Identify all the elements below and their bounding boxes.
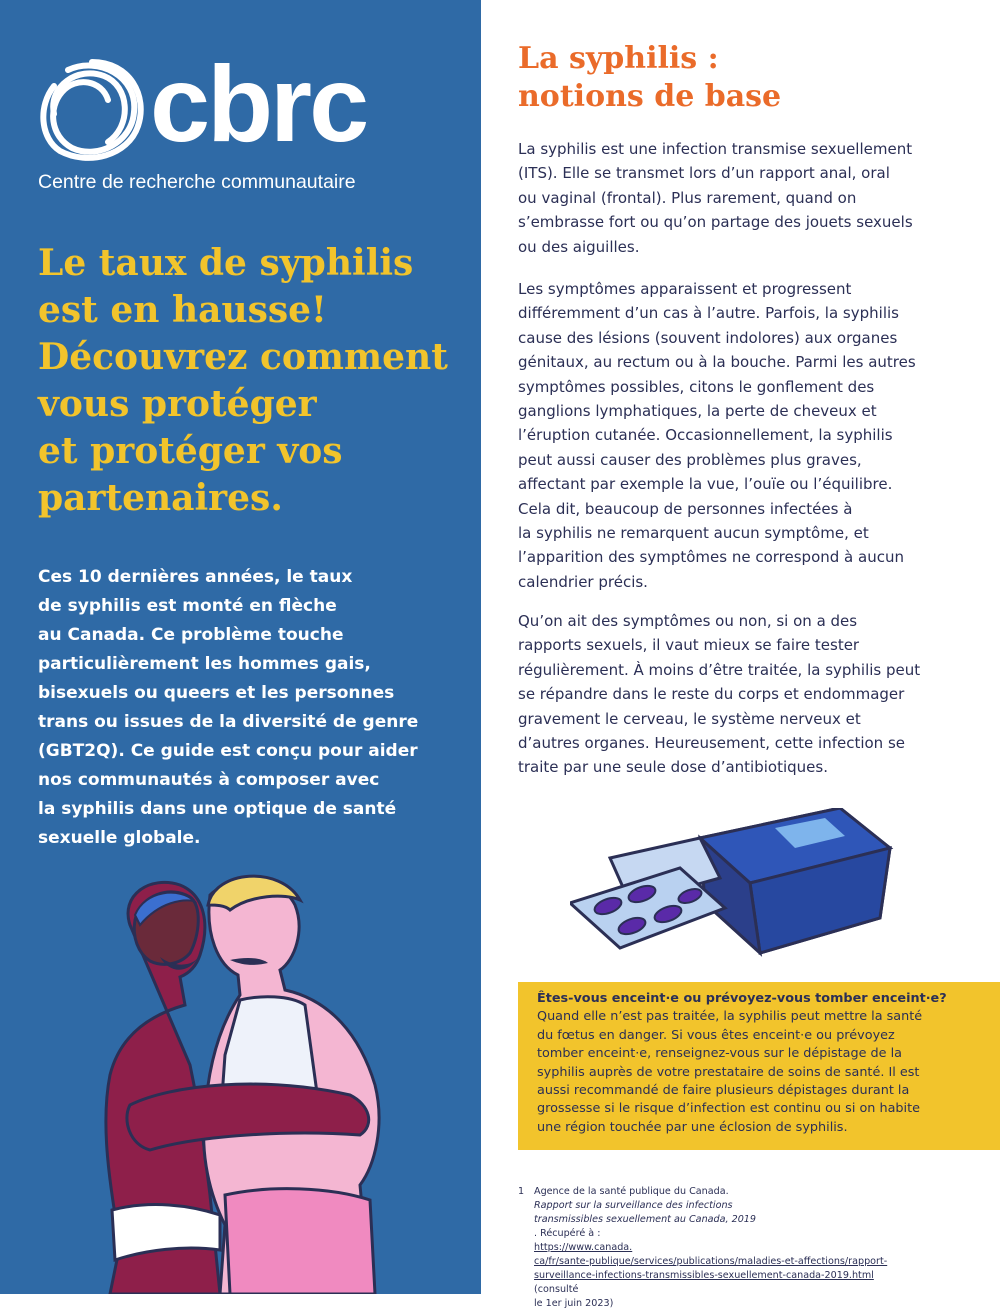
intro-line: sexuelle globale.: [38, 828, 201, 848]
paragraph-line: calendrier précis.: [518, 572, 648, 591]
paragraph-line: traite par une seule dose d’antibiotiques.: [518, 758, 828, 777]
footnote-link[interactable]: surveillance-infections-transmissibles-sexuellement-canada-2019.html: [534, 1270, 874, 1281]
headline-line: vous protéger: [38, 383, 317, 425]
headline-line: partenaires.: [38, 477, 283, 519]
intro-line: Ces 10 dernières années, le taux: [38, 567, 353, 587]
paragraph-line: Les symptômes apparaissent et progressent: [518, 280, 852, 298]
headline-line: Le taux de syphilis: [38, 242, 414, 284]
paragraph-line: (ITS). Elle se transmet lors d’un rapport anal, oral: [518, 164, 890, 183]
antibiotic-pills-illustration: [570, 808, 910, 968]
footnote-body: [534, 1185, 968, 1311]
paragraph-line: la syphilis ne remarquent aucun symptôme, et: [518, 524, 869, 543]
section-paragraph: [518, 277, 978, 594]
footnote-accessed-date: le 1er juin 2023): [534, 1298, 614, 1309]
section-title-line: notions de base: [518, 79, 782, 114]
intro-line: au Canada. Ce problème touche: [38, 625, 344, 645]
intro-line: (GBT2Q). Ce guide est conçu pour aider: [38, 741, 418, 761]
headline-line: et protéger vos: [38, 430, 343, 472]
paragraph-line: ou vaginal (frontal). Plus rarement, quand on: [518, 188, 857, 207]
paragraph-line: s’embrasse fort ou qu’on partage des jouets sexuels: [518, 213, 913, 232]
callout-line: du fœtus en danger. Si vous êtes enceint·e ou prévoyez: [537, 1027, 895, 1043]
footnote-number: 1: [518, 1186, 525, 1197]
intro-line: particulièrement les hommes gais,: [38, 654, 371, 674]
embracing-couple-illustration: [90, 865, 410, 1294]
paragraph-line: génitaux, au rectum ou à la bouche. Parmi les autres: [518, 353, 916, 372]
paragraph-line: ganglions lymphatiques, la perte de cheveux et: [518, 402, 877, 421]
headline-line: est en hausse!: [38, 289, 327, 331]
paragraph-line: ou des aiguilles.: [518, 237, 640, 256]
logo-mark-icon: [38, 56, 150, 168]
footnote-text: . Récupéré à :: [534, 1228, 601, 1239]
footnote-report-title: transmissibles sexuellement au Canada, 2019: [534, 1214, 757, 1225]
paragraph-line: symptômes possibles, citons le gonflement des: [518, 377, 875, 396]
callout-line: aussi recommandé de faire plusieurs dépistages durant la: [537, 1083, 910, 1099]
footnote-report-title: Rapport sur la surveillance des infections: [534, 1200, 733, 1211]
paragraph-line: Qu’on ait des symptômes ou non, si on a des: [518, 612, 858, 630]
paragraph-line: régulièrement. À moins d’être traitée, la syphilis peut: [518, 660, 921, 679]
left-panel: [0, 0, 481, 1294]
headline-line: Découvrez comment: [38, 336, 448, 378]
paragraph-line: d’autres organes. Heureusement, cette infection se: [518, 734, 906, 753]
footnote-line: [534, 1269, 968, 1297]
paragraph-line: peut aussi causer des problèmes plus graves,: [518, 450, 862, 469]
callout-line: grossesse si le risque d’infection est continu ou si on habite: [537, 1101, 921, 1117]
intro-paragraph: [38, 563, 468, 853]
callout-line: une région touchée par une éclosion de syphilis.: [537, 1119, 848, 1135]
paragraph-line: gravement le cerveau, le système nerveux et: [518, 709, 861, 728]
paragraph-line: rapports sexuels, il vaut mieux se faire tester: [518, 636, 860, 655]
pregnancy-callout: [518, 982, 1000, 1150]
footnote-line: [534, 1213, 968, 1255]
section-paragraph: [518, 137, 978, 259]
footnote-line: [534, 1185, 968, 1213]
section-paragraph: [518, 609, 978, 780]
section-title-line: La syphilis :: [518, 41, 719, 76]
footnote-source: Agence de la santé publique du Canada.: [534, 1186, 729, 1197]
callout-title: Êtes-vous enceint·e ou prévoyez-vous tomber enceint·e?: [537, 991, 947, 1006]
paragraph-line: l’éruption cutanée. Occasionnellement, la syphilis: [518, 426, 893, 445]
logo-wordmark: cbrc: [150, 43, 367, 164]
callout-line: syphilis auprès de votre prestataire de soins de santé. Il est: [537, 1064, 920, 1080]
callout-line: Quand elle n’est pas traitée, la syphilis peut mettre la santé: [537, 1009, 923, 1025]
paragraph-line: affectant par exemple la vue, l’ouïe ou l’équilibre.: [518, 475, 893, 494]
paragraph-line: Cela dit, beaucoup de personnes infectées à: [518, 499, 853, 518]
section-title: [518, 40, 781, 116]
footnote-text: (consulté: [534, 1284, 579, 1295]
page-headline: [38, 240, 468, 522]
callout-line: tomber enceint·e, renseignez-vous sur le dépistage de la: [537, 1046, 903, 1062]
intro-line: trans ou issues de la diversité de genre: [38, 712, 419, 732]
paragraph-line: cause des lésions (souvent indolores) aux organes: [518, 328, 898, 347]
intro-line: nos communautés à composer avec: [38, 770, 380, 790]
intro-line: bisexuels ou queers et les personnes: [38, 683, 395, 703]
paragraph-line: se répandre dans le reste du corps et endommager: [518, 685, 905, 704]
footnote-link[interactable]: ca/fr/sante-publique/services/publications/maladies-et-affections/rapport-: [534, 1256, 888, 1267]
intro-line: de syphilis est monté en flèche: [38, 596, 337, 616]
paragraph-line: l’apparition des symptômes ne correspond à aucun: [518, 548, 904, 567]
paragraph-line: différemment d’un cas à l’autre. Parfois, la syphilis: [518, 304, 899, 323]
logo-tagline: Centre de recherche communautaire: [38, 171, 356, 193]
paragraph-line: La syphilis est une infection transmise sexuellement: [518, 140, 913, 158]
intro-line: la syphilis dans une optique de santé: [38, 799, 397, 819]
footnote-link[interactable]: https://www.canada.: [534, 1242, 633, 1253]
cbrc-logo: [38, 43, 398, 196]
